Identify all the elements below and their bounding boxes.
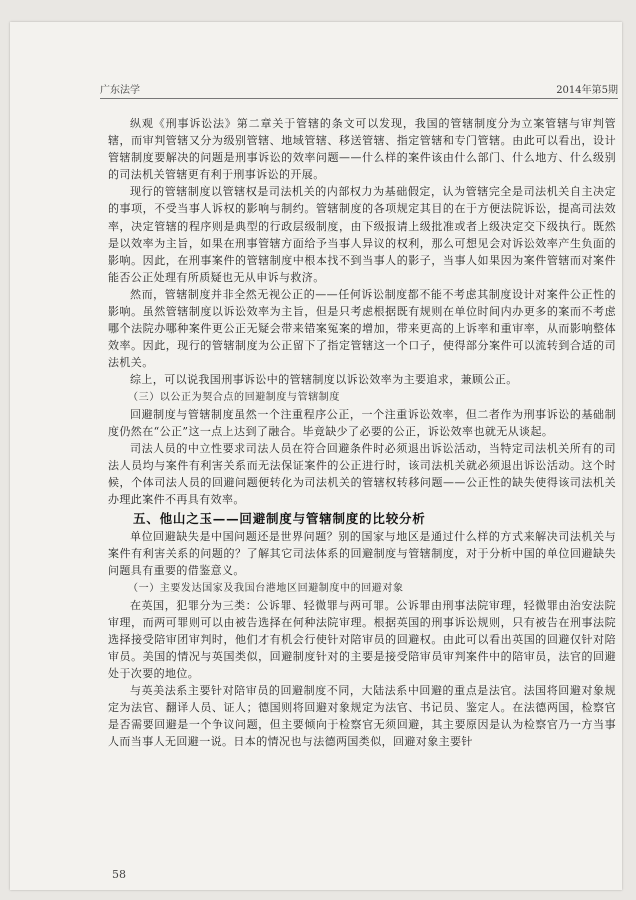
- issue-label: 2014年第5期: [556, 85, 618, 96]
- section-heading: 五、他山之玉——回避制度与管辖制度的比较分析: [133, 511, 426, 527]
- paragraph: 现行的管辖制度以管辖权是司法机关的内部权力为基础假定，认为管辖完全是司法机关自主决定的事项，不受当事人诉权的影响与制约。管辖制度的各项规定其目的在于方便法院诉讼，提高司法效率，决定管辖的程序则是典型的行政层级制度，由下级报请上级批准或者上级决定交下级执行。既然是以效率为主旨，如果在刑事管辖方面给予当事人异议的权利，那么可想见会对诉讼效率产生负面的影响。因此，在刑事案件的管辖制度中根本找不到当事人的影子，当事人如果因为案件管辖而对案件能否公正处理有所质疑也无从申诉与救济。: [108, 185, 616, 284]
- paragraph: 综上，可以说我国刑事诉讼中的管辖制度以诉讼效率为主要追求，兼顾公正。: [130, 373, 518, 387]
- paragraph: 单位回避缺失是中国问题还是世界问题？别的国家与地区是通过什么样的方式来解决司法机关与案件有利害关系的问题的？了解其它司法体系的回避制度与管辖制度，对于分析中国的单位回避缺失问题具有重要的借鉴意义。: [108, 530, 616, 578]
- paragraph: 然而，管辖制度并非全然无视公正的——任何诉讼制度都不能不考虑其制度设计对案件公正性的影响。虽然管辖制度以诉讼效率为主旨，但是只考虑根据既有规则在单位时间内办更多的案而不考虑哪个法院办哪种案件更公正无疑会带来错案冤案的增加，带来更高的上诉率和重审率，从而影响整体效率。因此，现行的管辖制度为公正留下了指定管辖这一个口子，使得部分案件可以流转到合适的司法机关。: [108, 287, 616, 370]
- subsection-heading: （一）主要发达国家及我国台港地区回避制度中的回避对象: [128, 582, 404, 594]
- paragraph: 在英国，犯罪分为三类：公诉罪、轻微罪与两可罪。公诉罪由刑事法院审理，轻微罪由治安法院审理，而两可罪则可以由被告选择在何种法院审理。根据英国的刑事诉讼规则，只有被告在刑事法院选择接受陪审团审判时，他们才有机会行使针对陪审员的回避权。由此可以看出英国的回避仅针对陪审员。美国的情况与英国类似，回避制度针对的主要是接受陪审员审判案件中的陪审员，法官的回避处于次要的地位。: [108, 598, 616, 680]
- journal-page: [10, 22, 622, 890]
- article-body: [108, 115, 616, 750]
- running-header: [100, 80, 618, 99]
- paragraph: 纵观《刑事诉讼法》第二章关于管辖的条文可以发现，我国的管辖制度分为立案管辖与审判管辖，而审判管辖又分为级别管辖、地域管辖、移送管辖、指定管辖和专门管辖。由此可以看出，设计管辖制度要解决的问题是刑事诉讼的效率问题——什么样的案件该由什么部门、什么地方、什么级别的司法机关管辖更有利于刑事诉讼的开展。: [108, 117, 616, 182]
- paragraph: 司法人员的中立性要求司法人员在符合回避条件时必须退出诉讼活动，当特定司法机关所有的司法人员均与案件有利害关系而无法保证案件的公正进行时，该司法机关就必须退出诉讼活动。这个时候，个体司法人员的回避问题便转化为司法机关的管辖权转移问题——公正性的缺失使得该司法机关办理此案件不再具有效率。: [108, 441, 616, 507]
- subsection-heading: （三）以公正为契合点的回避制度与管辖制度: [128, 391, 340, 403]
- paragraph: 回避制度与管辖制度虽然一个注重程序公正，一个注重诉讼效率，但二者作为刑事诉讼的基础制度仍然在“公正”这一点上达到了融合。毕竟缺少了必要的公正，诉讼效率也就无从谈起。: [108, 407, 616, 438]
- paragraph: 与英美法系主要针对陪审员的回避制度不同，大陆法系中回避的重点是法官。法国将回避对象规定为法官、翻译人员、证人；德国则将回避对象规定为法官、书记员、鉴定人。在法德两国，检察官是否需要回避是一个争议问题，但主要倾向于检察官无须回避，其主要原因是认为检察官乃一方当事人而当事人无回避一说。日本的情况也与法德两国类似，回避对象主要针: [108, 684, 616, 749]
- page-number: 58: [112, 868, 126, 881]
- journal-name: 广东法学: [100, 85, 140, 96]
